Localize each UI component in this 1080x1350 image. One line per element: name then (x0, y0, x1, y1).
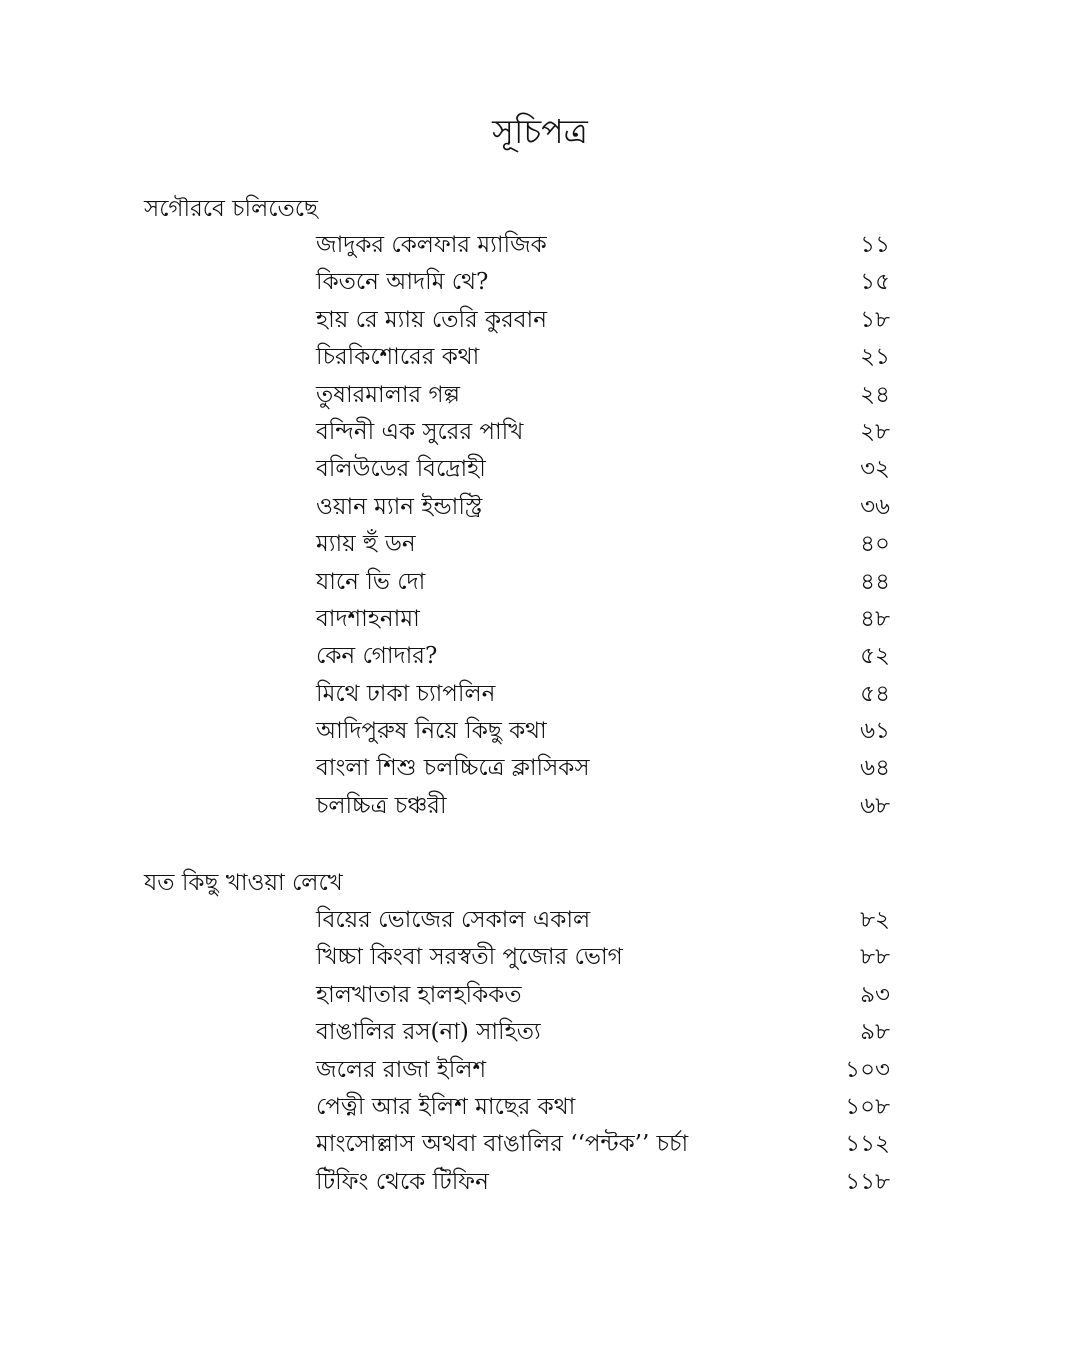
toc-entry (0, 1053, 1080, 1090)
entry-page-number: ৫৪ (860, 680, 890, 707)
entry-title: মাংসোল্লাস অথবা বাঙালির ‘‘পন্টক’’ চর্চা (316, 1131, 689, 1158)
toc-entry (0, 789, 1080, 826)
entry-page-number: ২৮ (860, 418, 890, 445)
toc-entry (0, 602, 1080, 639)
entry-title: বাঙালির রস(না) সাহিত্য (316, 1019, 541, 1046)
toc-entry (0, 1015, 1080, 1052)
toc-entry (0, 1165, 1080, 1202)
entry-title: হালখাতার হালহকিকত (316, 981, 522, 1008)
toc-entry (0, 565, 1080, 602)
entry-title: তুষারমালার গল্প (316, 381, 460, 408)
toc-entry (0, 1127, 1080, 1164)
entry-page-number: ৮২ (860, 907, 890, 933)
entry-title: পেত্নী আর ইলিশ মাছের কথা (316, 1093, 576, 1120)
toc-entry (0, 714, 1080, 751)
entry-page-number: ১৫ (860, 269, 890, 296)
section-heading: সগৌরবে চলিতেছে (144, 196, 318, 222)
entry-title: হায় রে ম্যায় তেরি কুরবান (316, 306, 547, 333)
toc-entry (0, 527, 1080, 564)
entry-page-number: ১০৩ (845, 1056, 890, 1083)
entry-page-number: ৬৪ (860, 755, 890, 782)
entry-page-number: ১১২ (845, 1131, 890, 1158)
entry-title: জাদুকর কেলফার ম্যাজিক (316, 232, 547, 258)
entry-list (0, 903, 1080, 1202)
toc-entry (0, 452, 1080, 489)
entry-title: চিরকিশোরের কথা (316, 344, 480, 371)
entry-page-number: ১০৮ (845, 1093, 890, 1120)
entry-page-number: ১১ (860, 232, 890, 258)
entry-title: বাংলা শিশু চলচ্চিত্রে ক্লাসিকস (316, 755, 590, 782)
toc-entry (0, 940, 1080, 977)
entry-title: আদিপুরুষ নিয়ে কিছু কথা (316, 718, 547, 745)
entry-title: টিফিং থেকে টিফিন (316, 1168, 489, 1195)
entry-title: যানে ভি দো (316, 568, 426, 595)
section-heading: যত কিছু খাওয়া লেখে (144, 870, 343, 896)
entry-page-number: ৪৮ (860, 605, 890, 632)
entry-page-number: ৩৬ (860, 493, 890, 520)
entry-title: বন্দিনী এক সুরের পাখি (316, 418, 524, 445)
entry-title: বিয়ের ভোজের সেকাল একাল (316, 907, 591, 933)
toc-entry (0, 378, 1080, 415)
entry-page-number: ৫২ (860, 643, 890, 670)
toc-entry (0, 639, 1080, 676)
entry-page-number: ৯৮ (860, 1019, 890, 1046)
entry-title: কিতনে আদমি থে? (316, 269, 489, 296)
toc-entry (0, 265, 1080, 302)
toc-entry (0, 751, 1080, 788)
entry-page-number: ২১ (860, 344, 890, 371)
toc-entry (0, 415, 1080, 452)
entry-title: বাদশাহনামা (316, 605, 420, 632)
entry-title: ম্যায় হুঁ ডন (316, 531, 416, 558)
entry-page-number: ৪০ (860, 531, 890, 558)
entry-list (0, 228, 1080, 826)
entry-page-number: ১১৮ (845, 1168, 890, 1195)
entry-page-number: ৮৮ (860, 944, 890, 971)
entry-title: মিথে ঢাকা চ্যাপলিন (316, 680, 496, 707)
entry-title: জলের রাজা ইলিশ (316, 1056, 487, 1083)
toc-entry (0, 340, 1080, 377)
entry-page-number: ৬১ (860, 718, 890, 745)
entry-page-number: ৩২ (860, 456, 890, 483)
toc-entry (0, 490, 1080, 527)
toc-entry (0, 978, 1080, 1015)
entry-page-number: ৯৩ (860, 981, 890, 1008)
toc-entry (0, 303, 1080, 340)
entry-page-number: ৪৪ (860, 568, 890, 595)
toc-entry (0, 1090, 1080, 1127)
entry-page-number: ৬৮ (860, 792, 890, 819)
entry-page-number: ১৮ (860, 306, 890, 333)
entry-title: কেন গোদার? (316, 643, 438, 670)
toc-entry (0, 228, 1080, 265)
toc-entry (0, 903, 1080, 940)
entry-title: ওয়ান ম্যান ইন্ডাস্ট্রি (316, 493, 483, 520)
entry-title: খিচ্চা কিংবা সরস্বতী পুজোর ভোগ (316, 944, 623, 971)
toc-entry (0, 677, 1080, 714)
entry-title: বলিউডের বিদ্রোহী (316, 456, 486, 483)
entry-page-number: ২৪ (860, 381, 890, 408)
entry-title: চলচ্চিত্র চঞ্চরী (316, 792, 447, 819)
page-title: সূচিপত্র (492, 112, 588, 151)
